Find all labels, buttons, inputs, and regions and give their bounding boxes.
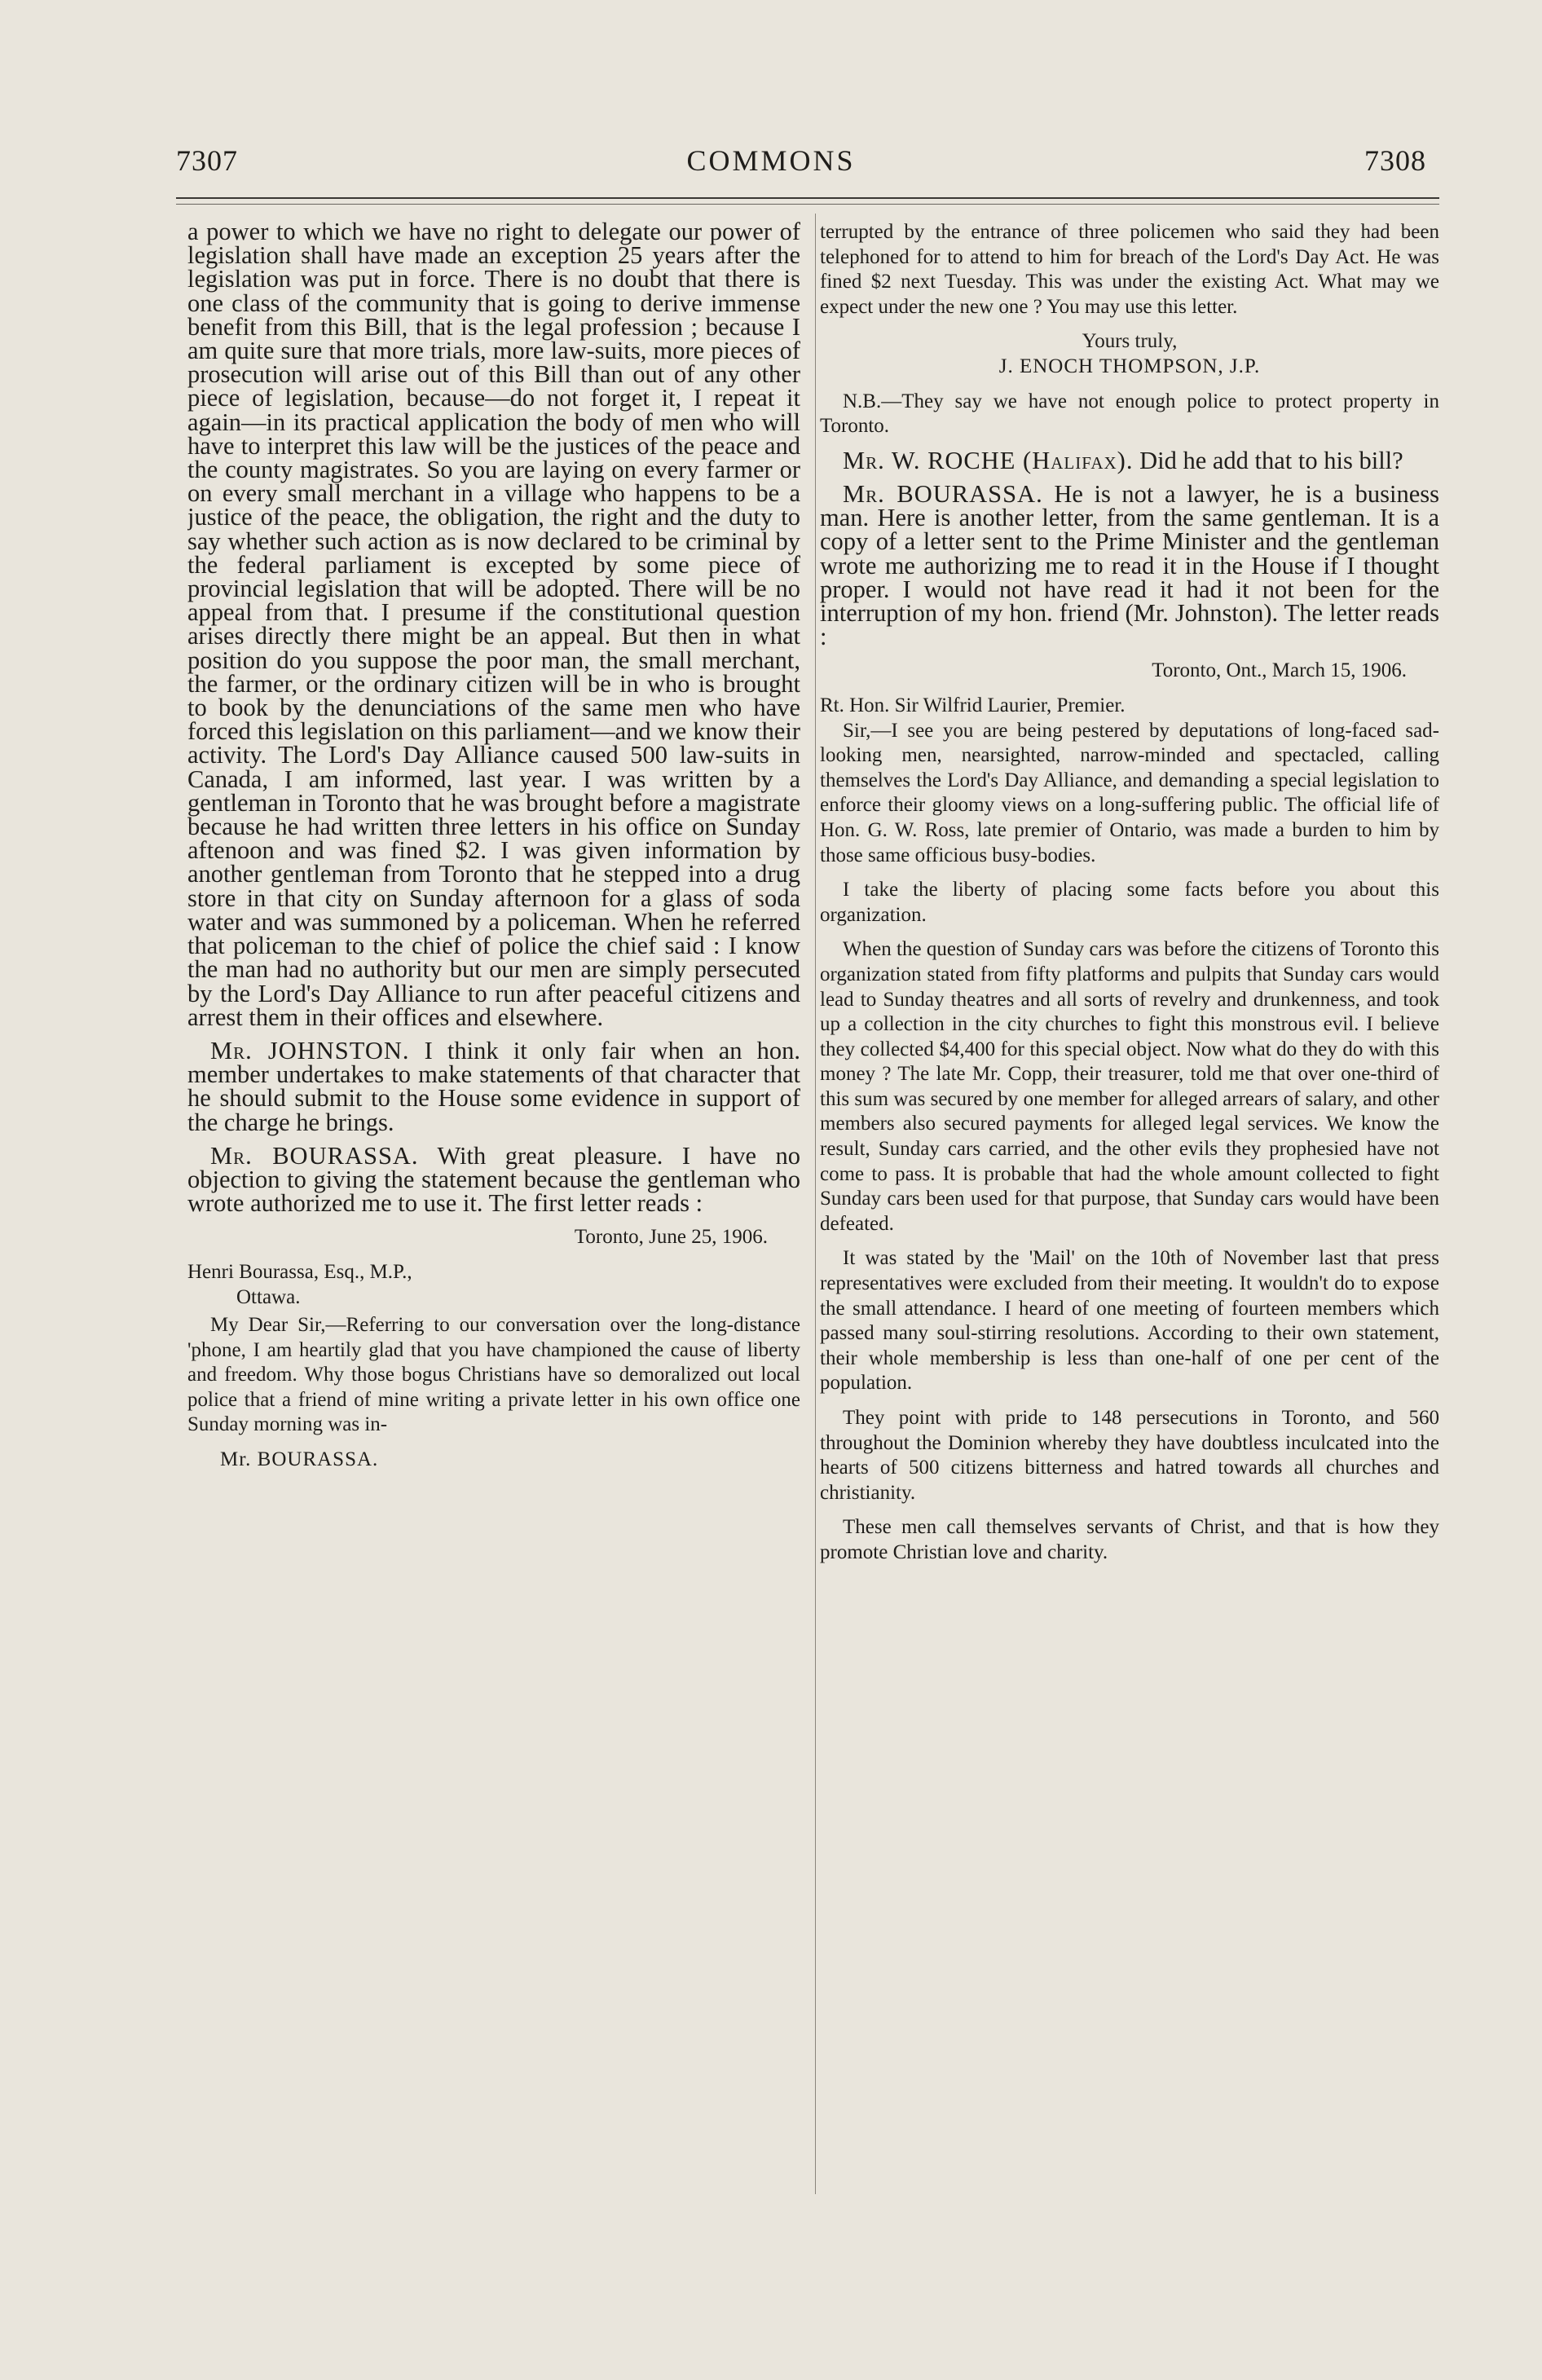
- speaker-name: Mr. W. ROCHE (Halifax).: [843, 446, 1134, 474]
- header-rule: [176, 197, 1439, 199]
- letter-paragraph: These men call themselves servants of Christ, and that is how they promote Christian love and charity.: [820, 1516, 1439, 1563]
- letter-paragraph: Sir,—I see you are being pestered by deputations of long-faced sad-looking men, nearsighted, narrow-minded and spectacled, calling themselves the Lord's Day Alliance, and demanding a special legislation to enforce their gloomy views on a long-suffering public. The official life of Hon. G. W. Ross, late premier of Ontario, was made a burden to him by those same officious busy-bodies.: [820, 719, 1439, 866]
- column-divider: [815, 214, 816, 2194]
- letter-body-continued: terrupted by the entrance of three policemen who said they had been telephoned for to attend to him for breach of the Lord's Day Act. He was fined $2 next Tuesday. This was under the existing Act. What may we expect under the new one ? You may use this letter.: [820, 221, 1439, 318]
- header-rule-thin: [176, 204, 1439, 205]
- speech-text: He is not a lawyer, he is a business man. Here is another letter, from the same gentleman. It is a copy of a letter sent to the Prime Minister and the gentleman wrote me authorizing me to read it in the House if I thought proper. I would not have read it had it not been for the interruption of my hon. friend (Mr. Johnston). The letter reads :: [820, 479, 1439, 651]
- letter-date: Toronto, Ont., March 15, 1906.: [1152, 659, 1407, 682]
- speech-roche: [820, 446, 1439, 474]
- speech-text: I think it only fair when an hon. member undertakes to make statements of that character that he should submit to the House some evidence in support of the charge he brings.: [187, 1036, 800, 1136]
- speech-bourassa: [820, 479, 1439, 651]
- letter-paragraph: When the question of Sunday cars was before the citizens of Toronto this organization stated from fifty platforms and pulpits that Sunday cars would lead to Sunday theatres and all sorts of revelry and drunkenness, and took up a collection in the city churches to fight this monstrous evil. I believe they collected $4,400 for this special object. Now what do they do with this money ? The late Mr. Copp, their treasurer, told me that over one-third of this sum was secured by one member for alleged arrears of salary, and other members also secured payments for alleged legal services. We know the result, Sunday cars carried, and the other evils they prophesied have not come to pass. It is probable that had the whole amount collected to fight Sunday cars been used for that purpose, that Sunday cars would have been defeated.: [820, 938, 1439, 1235]
- letter-closing: Yours truly,: [1082, 330, 1178, 353]
- letter-addressee: Rt. Hon. Sir Wilfrid Laurier, Premier.: [820, 694, 1126, 716]
- letter-body: My Dear Sir,—Referring to our conversation over the long-distance 'phone, I am heartily glad that you have championed the cause of liberty and freedom. Why those bogus Christians have so demoralized out local police that a friend of mine writing a private letter in his own office one Sunday morning was in-: [187, 1314, 800, 1436]
- speech-johnston: [187, 1036, 800, 1136]
- page-number-right: 7308: [1364, 144, 1426, 177]
- letter-postscript: N.B.—They say we have not enough police to protect property in Toronto.: [820, 390, 1439, 438]
- left-column: [187, 220, 800, 2372]
- letter-date: Toronto, June 25, 1906.: [574, 1226, 768, 1249]
- speech-text: With great pleasure. I have no objection to giving the statement because the gentleman who wrote authorized me to use it. The first letter reads :: [187, 1141, 800, 1218]
- speech-text: Did he add that to his bill?: [1139, 446, 1403, 474]
- right-column: [820, 220, 1439, 2209]
- speaker-name: Mr. BOURASSA.: [843, 479, 1043, 508]
- letter-signature: J. ENOCH THOMPSON, J.P.: [998, 355, 1261, 377]
- letter-addressee: Henri Bourassa, Esq., M.P.,: [187, 1260, 412, 1283]
- speech-paragraph: a power to which we have no right to delegate our power of legislation shall have made an exception 25 years after the legislation was put in force. There is no doubt that there is one class of the community that is going to derive immense benefit from this Bill, that is the legal profession ; because I am quite sure that more trials, more law-suits, more pieces of prosecution will arise out of this Bill than out of any other piece of legislation, because—do not forget it, I repeat it again—in its practical application the body of men who will have to interpret this law will be the justices of the peace and the county magistrates. So you are laying on every farmer or on every small merchant in a village who happens to be a justice of the peace, the obligation, the right and the duty to say whether such action as is now declared to be criminal by the federal parliament is excepted by some piece of provincial legislation that will be adopted. There will be no appeal from that. I presume if the constitutional question arises directly there might be an appeal. But then in what position do you suppose the poor man, the small merchant, the farmer, or the ordinary citizen will be in who is brought to book by the denunciations of the same men who have forced this legislation on this parliament—and we know their activity. The Lord's Day Alliance caused 500 law-suits in Canada, I am informed, last year. I was written by a gentleman in Toronto that he was brought before a magistrate because he had written three letters in his office on Sunday aftenoon and was fined $2. I was given information by another gentleman from Toronto that he stepped into a drug store in that city on Sunday afternoon for a glass of soda water and was summoned by a policeman. When he referred that policeman to the chief of police the chief said : I know the man had no authority but our men are simply persecuted by the Lord's Day Alliance to run after peaceful citizens and arrest them in their offices and elsewhere.: [187, 220, 800, 1031]
- page-number-left: 7307: [176, 144, 238, 177]
- speaker-name: Mr. BOURASSA.: [210, 1141, 419, 1170]
- letter-paragraph: It was stated by the 'Mail' on the 10th of November last that press representatives were excluded from their meeting. It wouldn't do to expose the small attendance. I heard of one meeting of fourteen members which passed many soul-stirring resolutions. According to their own statement, their whole membership is less than one-half of one per cent of the population.: [820, 1247, 1439, 1395]
- speech-bourassa: [187, 1141, 800, 1218]
- letter-address-city: Ottawa.: [236, 1285, 301, 1308]
- running-header-title: COMMONS: [686, 144, 856, 177]
- speaker-name: Mr. JOHNSTON.: [210, 1036, 410, 1064]
- letter-paragraph: I take the liberty of placing some facts before you about this organization.: [820, 879, 1439, 926]
- letter-paragraph: They point with pride to 148 persecutions in Toronto, and 560 throughout the Dominion whereby they have doubtless inculcated into the hearts of 500 citizens bitterness and hatred towards all churches and christianity.: [820, 1407, 1439, 1504]
- page-footer-speaker: Mr. BOURASSA.: [220, 1448, 379, 1471]
